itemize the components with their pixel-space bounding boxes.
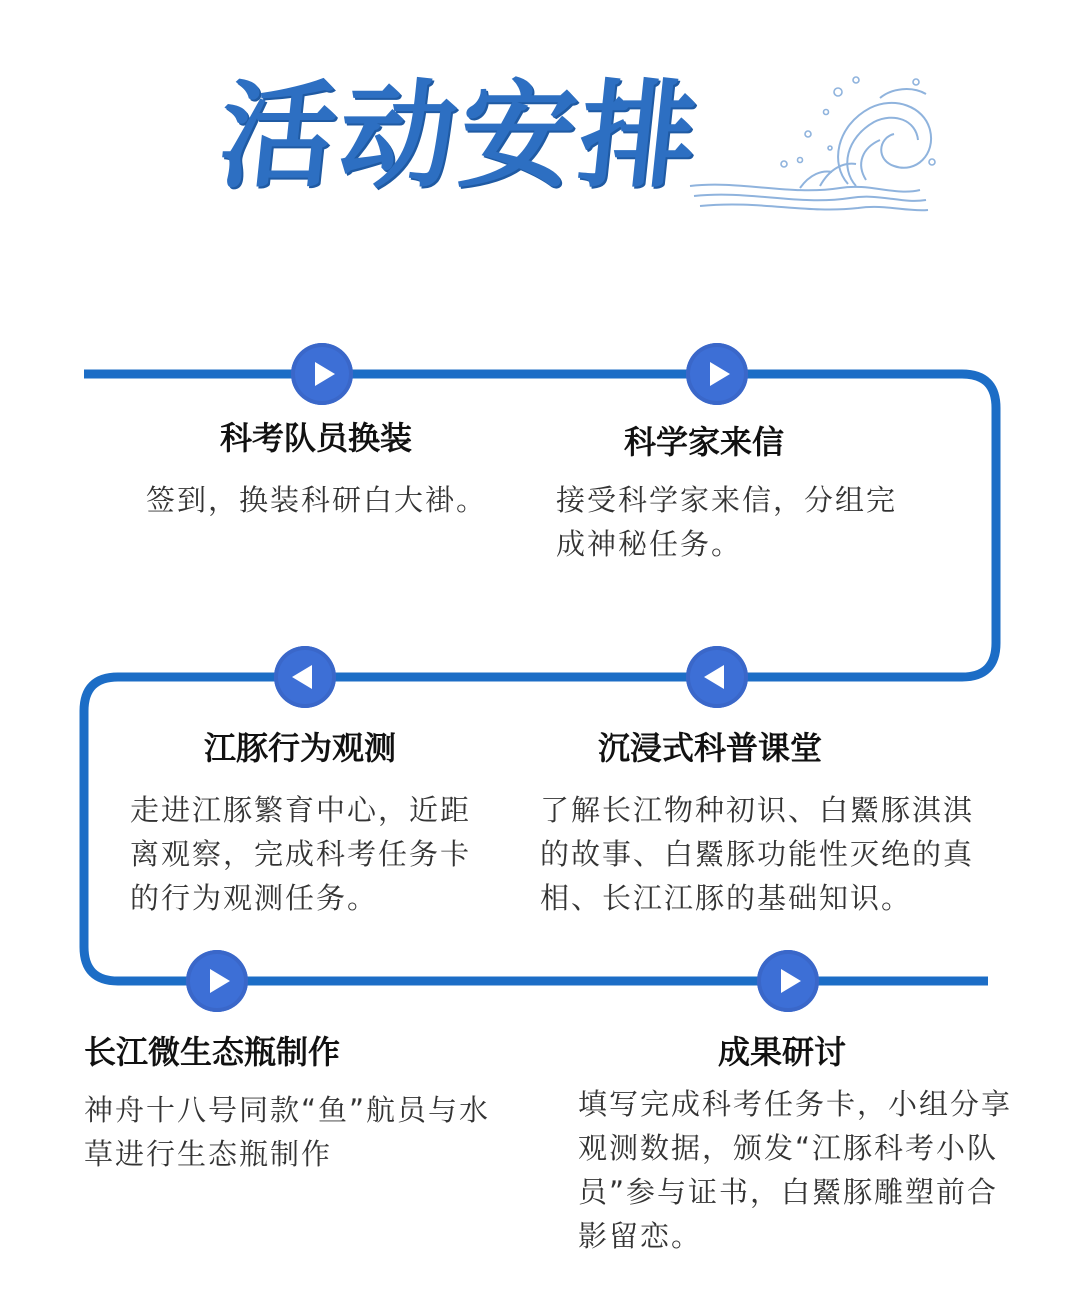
step-1-description: 签到，换装科研白大褂。 <box>146 483 488 517</box>
step-5-heading: 长江微生态瓶制作 <box>84 1033 341 1071</box>
play-right-icon <box>186 950 248 1012</box>
step-4-heading: 沉浸式科普课堂 <box>598 729 823 767</box>
step-1-marker <box>291 343 353 405</box>
step-2-description: 接受科学家来信，分组完成神秘任务。 <box>556 483 898 561</box>
step-4-marker <box>686 646 748 708</box>
step-2-heading: 科学家来信 <box>624 423 785 461</box>
step-6-heading: 成果研讨 <box>718 1033 847 1071</box>
step-3-heading: 江豚行为观测 <box>204 729 397 767</box>
step-5-description: 神舟十八号同款“鱼”航员与水草进行生态瓶制作 <box>84 1093 491 1171</box>
step-1-heading: 科考队员换装 <box>220 419 413 457</box>
step-6-marker <box>757 950 819 1012</box>
play-left-icon <box>686 646 748 708</box>
step-2-marker <box>686 343 748 405</box>
step-5-marker <box>186 950 248 1012</box>
play-right-icon <box>686 343 748 405</box>
page-title: 活动安排 <box>212 69 708 204</box>
step-6-description: 填写完成科考任务卡，小组分享观测数据，颁发“江豚科考小队员”参与证书，白鱀豚雕塑前合影留恋。 <box>578 1087 1013 1253</box>
step-3-marker <box>274 646 336 708</box>
play-right-icon <box>291 343 353 405</box>
play-right-icon <box>757 950 819 1012</box>
step-3-description: 走进江豚繁育中心，近距离观察，完成科考任务卡的行为观测任务。 <box>130 793 472 915</box>
play-left-icon <box>274 646 336 708</box>
step-4-description: 了解长江物种初识、白鱀豚淇淇的故事、白鱀豚功能性灭绝的真相、长江江豚的基础知识。 <box>540 793 975 915</box>
